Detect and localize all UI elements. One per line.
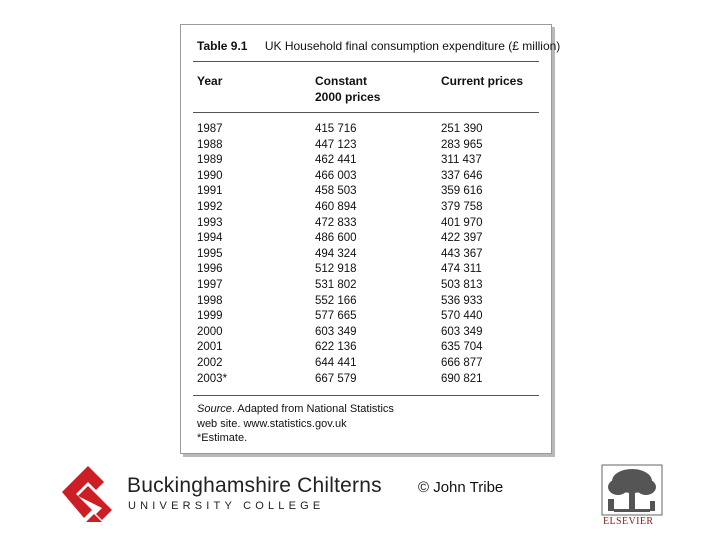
table-row (181, 340, 551, 356)
table-source (197, 402, 394, 446)
cell-constant: 447 123 (315, 138, 357, 151)
cell-constant: 466 003 (315, 169, 357, 182)
table-caption (197, 39, 560, 53)
cell-current: 443 367 (441, 247, 483, 260)
publisher-name: ELSEVIER (603, 516, 654, 527)
cell-year: 2002 (197, 356, 223, 369)
cell-constant: 462 441 (315, 154, 357, 167)
cell-current: 379 758 (441, 200, 483, 213)
cell-year: 1994 (197, 232, 223, 245)
cell-year: 2000 (197, 325, 223, 338)
college-logo-icon (58, 462, 120, 528)
cell-current: 401 970 (441, 216, 483, 229)
cell-year: 1988 (197, 138, 223, 151)
cell-year: 1987 (197, 123, 223, 135)
cell-current: 251 390 (441, 123, 483, 135)
source-text-1: . Adapted from National Statistics (231, 403, 394, 415)
table-row (181, 200, 551, 216)
cell-current: 422 397 (441, 232, 483, 245)
cell-constant: 667 579 (315, 372, 357, 385)
cell-constant: 486 600 (315, 232, 357, 245)
header-constant (315, 73, 380, 105)
cell-year: 1996 (197, 263, 223, 276)
cell-constant: 577 665 (315, 310, 357, 323)
cell-current: 690 821 (441, 372, 483, 385)
header-constant-line1: Constant (315, 74, 367, 88)
bottom-rule (193, 395, 539, 396)
table-row (181, 372, 551, 388)
source-line-2: web site. www.statistics.gov.uk (197, 417, 347, 430)
cell-constant: 531 802 (315, 278, 357, 291)
cell-year: 1992 (197, 200, 223, 213)
header-year: Year (197, 74, 223, 88)
cell-current: 359 616 (441, 185, 483, 198)
cell-year: 1999 (197, 310, 223, 323)
cell-year: 2003* (197, 372, 228, 385)
cell-constant: 512 918 (315, 263, 357, 276)
cell-year: 2001 (197, 341, 223, 354)
cell-year: 1990 (197, 169, 223, 182)
table-row (181, 153, 551, 169)
table-row (181, 122, 551, 138)
table-row (181, 138, 551, 154)
table-row (181, 325, 551, 341)
cell-current: 474 311 (441, 263, 482, 276)
copyright-notice: © John Tribe (418, 479, 504, 496)
cell-year: 1989 (197, 154, 223, 167)
table-row (181, 356, 551, 372)
cell-constant: 415 716 (315, 123, 357, 135)
cell-year: 1991 (197, 185, 223, 198)
table-row (181, 216, 551, 232)
cell-current: 570 440 (441, 310, 483, 323)
table-row (181, 247, 551, 263)
cell-year: 1998 (197, 294, 223, 307)
cell-current: 666 877 (441, 356, 483, 369)
cell-current: 337 646 (441, 169, 483, 182)
table-top-rule (193, 61, 539, 62)
table-row (181, 309, 551, 325)
table-row (181, 169, 551, 185)
table-row (181, 262, 551, 278)
cell-constant: 603 349 (315, 325, 357, 338)
cell-constant: 644 441 (315, 356, 357, 369)
cell-constant: 460 894 (315, 200, 357, 213)
institution-name: Buckinghamshire Chilterns (127, 474, 382, 497)
cell-constant: 472 833 (315, 216, 357, 229)
header-current: Current prices (441, 74, 524, 88)
table-row (181, 184, 551, 200)
cell-current: 283 965 (441, 138, 483, 151)
table-body (181, 122, 551, 387)
cell-current: 635 704 (441, 341, 483, 354)
source-label: Source (197, 403, 232, 415)
table-row (181, 294, 551, 310)
cell-year: 1993 (197, 216, 223, 229)
table-card (180, 24, 561, 454)
header-rule (193, 112, 539, 113)
cell-current: 503 813 (441, 278, 483, 291)
cell-year: 1995 (197, 247, 223, 260)
cell-constant: 494 324 (315, 247, 357, 260)
institution-subtitle: UNIVERSITY COLLEGE (128, 500, 325, 512)
source-line-1 (197, 402, 394, 417)
cell-constant: 622 136 (315, 341, 357, 354)
cell-constant: 458 503 (315, 185, 357, 198)
table-row (181, 278, 551, 294)
footnote: *Estimate. (197, 432, 248, 444)
table-number: Table 9.1 (197, 39, 248, 53)
cell-year: 1997 (197, 278, 223, 291)
cell-current: 311 437 (441, 154, 482, 167)
cell-current: 536 933 (441, 294, 483, 307)
table-title: UK Household final consumption expenditure (£ million) (264, 39, 561, 53)
table-row (181, 231, 551, 247)
cell-current: 603 349 (441, 325, 483, 338)
header-constant-line2: 2000 prices (315, 90, 381, 104)
cell-constant: 552 166 (315, 294, 357, 307)
